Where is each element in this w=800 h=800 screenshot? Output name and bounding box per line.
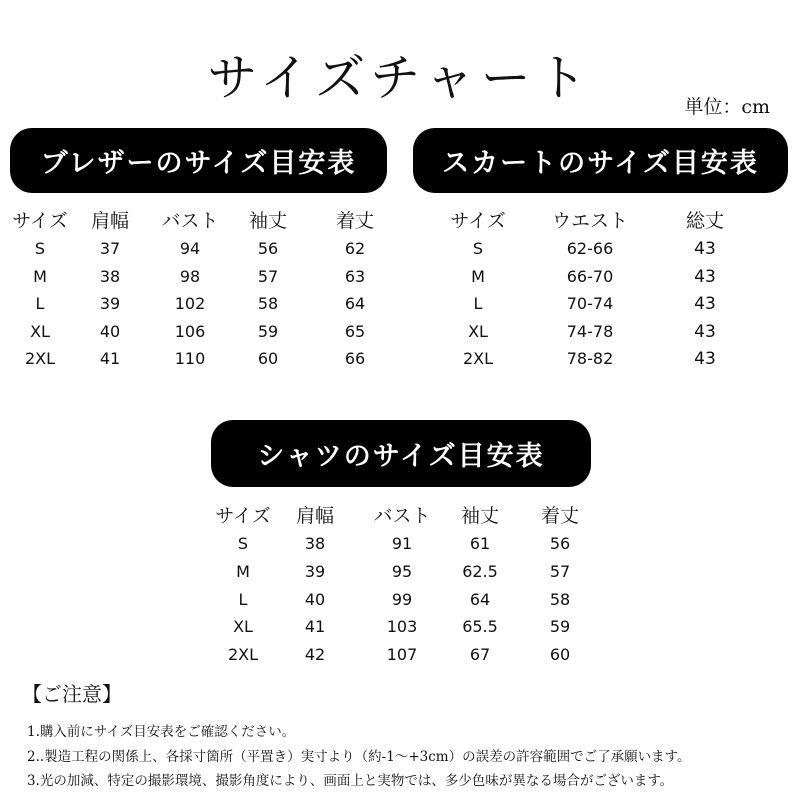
shirt-column-header: サイズ: [215, 505, 271, 527]
note-item: 1.購入前にサイズ目安表をご確認ください。: [27, 724, 296, 740]
shirt-table-cell: 56: [549, 534, 571, 553]
blazer-table-cell: 66: [344, 349, 366, 368]
shirt-table-cell: 59: [549, 617, 571, 636]
blazer-table-cell: L: [35, 294, 45, 313]
skirt-table-cell: L: [473, 294, 483, 313]
shirt-table-cell: 67: [469, 645, 491, 664]
skirt-table-cell: M: [471, 267, 485, 286]
shirt-table-cell: 91: [391, 534, 413, 553]
blazer-table-cell: S: [34, 239, 46, 258]
skirt-table-cell: 78-82: [566, 349, 614, 368]
shirt-table-cell: 95: [391, 562, 413, 581]
shirt-table-cell: M: [236, 562, 250, 581]
blazer-table-cell: 64: [344, 294, 366, 313]
skirt-table-title: スカートのサイズ目安表: [413, 128, 788, 193]
shirt-table-cell: 61: [469, 534, 491, 553]
blazer-table-cell: 110: [174, 349, 206, 368]
blazer-table-cell: 39: [99, 294, 121, 313]
shirt-column-header: バスト: [373, 505, 431, 527]
blazer-table-cell: 62: [344, 239, 366, 258]
skirt-table-cell: 43: [694, 267, 716, 287]
shirt-table-cell: 60: [549, 645, 571, 664]
blazer-table-cell: 60: [257, 349, 279, 368]
blazer-table-cell: 37: [99, 239, 121, 258]
skirt-column-header: サイズ: [450, 210, 506, 232]
blazer-table-cell: 102: [174, 294, 206, 313]
blazer-table-cell: 59: [257, 322, 279, 341]
skirt-table-cell: XL: [468, 322, 488, 341]
blazer-table-cell: 65: [344, 322, 366, 341]
blazer-table-cell: 57: [257, 267, 279, 286]
blazer-column-header: 着丈: [335, 210, 375, 232]
notes-title: 【ご注意】: [22, 682, 122, 706]
skirt-table-cell: 74-78: [566, 322, 614, 341]
shirt-table-cell: 57: [549, 562, 571, 581]
blazer-column-header: 袖丈: [248, 210, 288, 232]
shirt-table-cell: 2XL: [227, 645, 259, 664]
shirt-table-title: シャツのサイズ目安表: [211, 420, 591, 487]
shirt-table-cell: 99: [391, 590, 413, 609]
blazer-table-cell: 56: [257, 239, 279, 258]
shirt-column-header: 袖丈: [460, 505, 500, 527]
skirt-table-cell: 43: [694, 322, 716, 342]
shirt-table-cell: 65.5: [462, 617, 498, 636]
blazer-table-cell: 2XL: [24, 349, 56, 368]
shirt-table-cell: L: [238, 590, 248, 609]
blazer-table-cell: 38: [99, 267, 121, 286]
skirt-table-cell: 70-74: [566, 294, 614, 313]
shirt-table-cell: XL: [233, 617, 253, 636]
skirt-column-header: ウエスト: [551, 210, 629, 232]
shirt-table-cell: 39: [304, 562, 326, 581]
shirt-table-cell: 40: [304, 590, 326, 609]
blazer-column-header: 肩幅: [90, 210, 130, 232]
skirt-table-cell: 62-66: [566, 239, 614, 258]
blazer-table-cell: XL: [30, 322, 50, 341]
blazer-table-cell: 40: [99, 322, 121, 341]
blazer-column-header: バスト: [161, 210, 219, 232]
shirt-table-cell: 107: [386, 645, 418, 664]
skirt-table-cell: 43: [694, 294, 716, 314]
shirt-table-cell: 42: [304, 645, 326, 664]
unit-label: 単位：cm: [684, 96, 770, 118]
shirt-table-cell: 38: [304, 534, 326, 553]
skirt-table-cell: 43: [694, 349, 716, 369]
skirt-table-cell: S: [472, 239, 484, 258]
blazer-table-cell: 98: [179, 267, 201, 286]
shirt-table-cell: 41: [304, 617, 326, 636]
blazer-table-cell: M: [33, 267, 47, 286]
shirt-table-cell: 64: [469, 590, 491, 609]
blazer-table-title: ブレザーのサイズ目安表: [10, 128, 387, 193]
blazer-table-cell: 41: [99, 349, 121, 368]
note-item: 3.光の加減、特定の撮影環境、撮影角度により、画面上と実物では、多少色味が異なる場合がございます。: [27, 773, 674, 789]
shirt-column-header: 着丈: [540, 505, 580, 527]
skirt-table-cell: 43: [694, 239, 716, 259]
skirt-table-cell: 66-70: [566, 267, 614, 286]
note-item: 2..製造工程の関係上、各採寸箇所（平置き）実寸より（約-1～+3cm）の誤差の許容範囲でご了承願います。: [27, 749, 691, 765]
blazer-table-cell: 106: [174, 322, 206, 341]
blazer-column-header: サイズ: [12, 210, 68, 232]
blazer-table-cell: 63: [344, 267, 366, 286]
shirt-table-cell: S: [237, 534, 249, 553]
page-title: サイズチャート: [207, 49, 593, 107]
shirt-table-cell: 103: [386, 617, 418, 636]
blazer-table-cell: 58: [257, 294, 279, 313]
shirt-table-cell: 62.5: [462, 562, 498, 581]
skirt-table-cell: 2XL: [462, 349, 494, 368]
skirt-column-header: 総丈: [685, 210, 725, 232]
blazer-table-cell: 94: [179, 239, 201, 258]
shirt-column-header: 肩幅: [295, 505, 335, 527]
shirt-table-cell: 58: [549, 590, 571, 609]
